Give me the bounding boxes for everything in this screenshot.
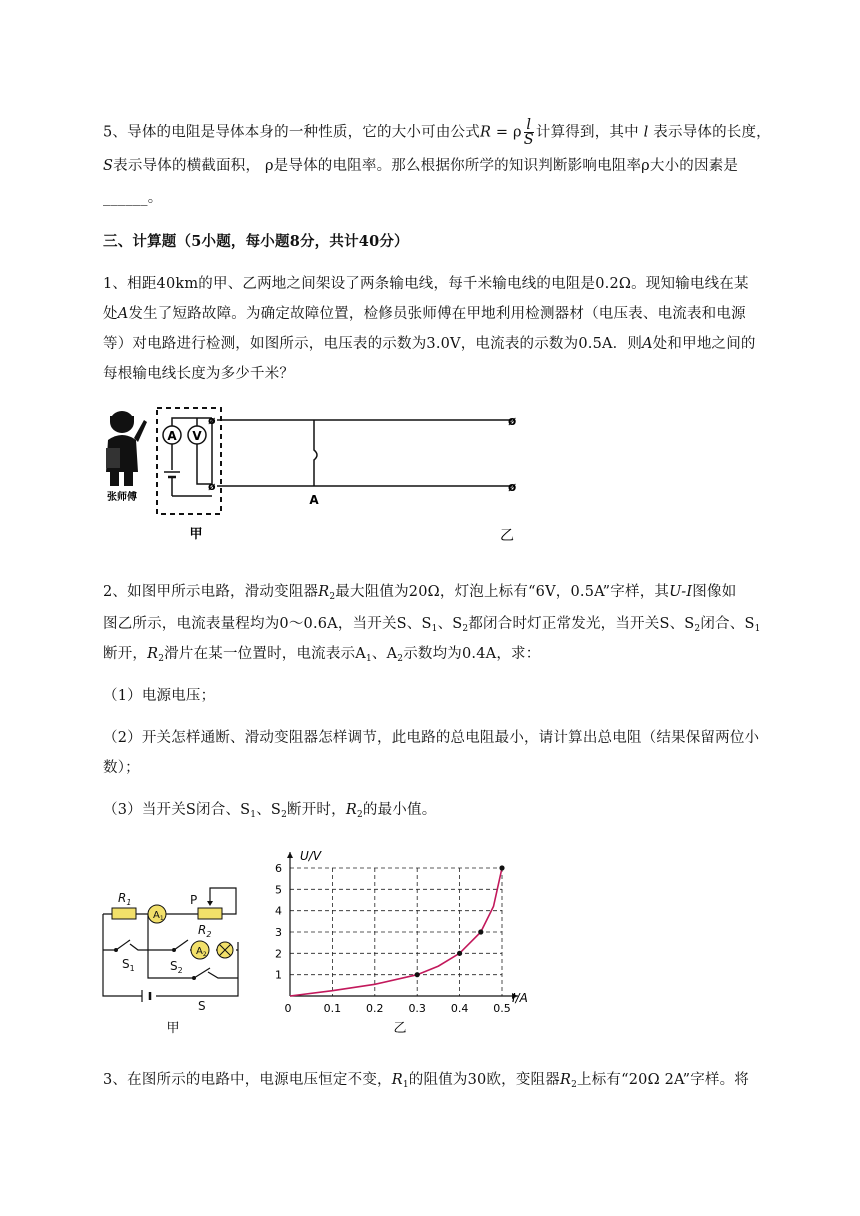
p2-q1: （1）电源电压； (103, 688, 216, 704)
p1-line-4: 每根输电线长度为多少千米？ (103, 366, 295, 382)
p2-line-2 (103, 612, 761, 634)
ui-chart (262, 840, 552, 1040)
switch-pivot (172, 948, 176, 952)
p2-sub: 2 (462, 624, 469, 634)
p2-text: 、A (371, 646, 398, 662)
y-tick-label: 1 (275, 968, 282, 982)
formula-eq: = ρ (491, 124, 522, 141)
p2-q3 (103, 798, 436, 820)
p1-text: 处 (103, 306, 118, 322)
terminal-icon: ø (508, 480, 517, 494)
p2-text: 、S (256, 802, 282, 818)
p1-var: A (117, 306, 129, 322)
label-S: S (198, 999, 206, 1013)
label-R1: $R_1$ (118, 891, 132, 907)
y-tick-label: 6 (275, 862, 282, 875)
p2-sub: 1 (431, 624, 438, 634)
p2-q2-line-2: 数）； (103, 760, 140, 776)
y-axis-arrow-icon (287, 852, 293, 858)
p2-text: （3）当开关S闭合、S (103, 802, 251, 818)
p2-var: R (147, 646, 159, 662)
worker-label: 张师傅 (107, 492, 137, 503)
p3-sub: 2 (571, 1080, 578, 1090)
p2-var: R (318, 584, 330, 600)
p2-sub: 2 (329, 592, 336, 602)
y-tick-label: 5 (275, 883, 282, 897)
y-tick-label: 2 (275, 947, 282, 961)
label-A1: $A_1$ (153, 910, 164, 922)
p2-text: 滑片在某一位置时，电流表示A (164, 646, 366, 662)
p2-sub: 2 (281, 810, 288, 820)
formula-R: R (479, 124, 492, 141)
data-point (457, 951, 462, 956)
p3-text: 3、在图所示的电路中，电源电压恒定不变， (103, 1072, 392, 1088)
formula-fraction (524, 118, 534, 147)
p1-var: A (642, 336, 653, 352)
data-point (478, 929, 483, 934)
rheostat-R2-icon (198, 908, 222, 919)
p1-line-2 (103, 302, 746, 323)
ammeter-label: A (167, 429, 177, 443)
switch-pivot (192, 976, 196, 980)
location-yi-label: 乙 (500, 528, 514, 544)
q5-text: 计算得到，其中 (535, 124, 639, 141)
p1-text: 处和甲地之间的 (652, 336, 756, 352)
p2-sub: 2 (356, 810, 363, 820)
p2-text: 断开时， (287, 802, 346, 818)
point-A-label: A (309, 493, 319, 507)
y-tick-labels (275, 862, 282, 982)
p1-line-1: 1、相距40km的甲、乙两地之间架设了两条输电线，每千米输电线的电阻是0.2Ω。现知输电线在某 (103, 276, 749, 292)
caption-yi: 乙 (393, 1021, 407, 1036)
label-R2: $R_2$ (198, 923, 212, 939)
p2-text: 闭合、S (700, 616, 755, 632)
y-axis-label: U/V (300, 849, 322, 863)
p2-text: 、S (437, 616, 463, 632)
q5-text: 5、导体的电阻是导体本身的一种性质，它的大小可由公式 (103, 124, 480, 141)
p2-text: 最大阻值为20Ω，灯泡上标有“6V，0.5A”字样，其 (335, 584, 670, 600)
voltmeter-label: V (192, 429, 202, 443)
p1-text: 等）对电路进行检测，如图所示，电压表的示数为3.0V，电流表的示数为0.5A．则 (103, 336, 643, 352)
location-jia-label: 甲 (189, 527, 203, 542)
p3-text: 上标有“20Ω 2A”字样。将 (577, 1072, 749, 1088)
y-tick-label: 4 (275, 904, 282, 918)
q5-line-1 (103, 118, 771, 147)
p2-q2-line-1: （2）开关怎样通断、滑动变阻器怎样调节，此电路的总电阻最小，请计算出总电阻（结果保留两位小 (103, 730, 760, 746)
data-point (415, 972, 420, 977)
slider-arrow-icon (207, 901, 213, 906)
q5-line-2 (103, 154, 738, 175)
p2-text: 图乙所示，电流表量程均为0～0.6A，当开关S、S (103, 616, 432, 632)
p2-text: 图像如 (692, 584, 737, 600)
formula-denominator: S (523, 132, 534, 148)
q5-var: l (643, 124, 649, 141)
p2-text: 的最小值。 (362, 802, 437, 818)
p2-text: 都闭合时灯正常发光，当开关S、S (468, 616, 695, 632)
p2-sub: 2 (397, 654, 404, 664)
switch-pivot (114, 948, 118, 952)
x-tick-label: 0.5 (493, 1002, 511, 1015)
p2-text: 2、如图甲所示电路，滑动变阻器 (103, 584, 319, 600)
p3-var: R (391, 1072, 403, 1088)
p2-line-3 (103, 642, 540, 664)
x-tick-label: 0 (284, 1002, 292, 1015)
p2-sub: 1 (754, 624, 761, 634)
p2-text: 断开， (103, 646, 148, 662)
label-P: P (190, 893, 198, 907)
q5-var: S (103, 158, 114, 174)
q5-text: 表示导体的长度， (653, 124, 771, 141)
q5-text: 表示导体的横截面积， ρ是导体的电阻率。那么根据你所学的知识判断影响电阻率ρ大小的因素是 (113, 158, 739, 174)
p2-var: U-I (669, 584, 693, 600)
label-A2: $A_2$ (196, 946, 207, 958)
resistor-R1-icon (112, 908, 136, 919)
transmission-line-figure (100, 400, 540, 550)
formula-numerator: l (524, 118, 534, 133)
p1-text: 发生了短路故障。为确定故障位置，检修员张师傅在甲地利用检测器材（电压表、电流表和电源 (128, 306, 746, 322)
y-tick-label: 3 (275, 926, 282, 939)
circuit-figure (98, 870, 248, 1040)
x-axis-label: I/A (512, 991, 528, 1005)
p3-sub: 1 (402, 1080, 409, 1090)
p2-sub: 2 (158, 654, 165, 664)
p3-text: 的阻值为30欧，变阻器 (408, 1072, 560, 1088)
label-S2: $S_2$ (170, 959, 183, 975)
p2-text: 示数均为0.4A，求： (403, 646, 541, 662)
p2-line-1 (103, 580, 736, 602)
p2-sub: 2 (694, 624, 701, 634)
x-tick-label: 0.3 (408, 1002, 426, 1015)
p2-sub: 1 (250, 810, 257, 820)
terminal-icon: ø (208, 480, 216, 493)
chart-grid (290, 868, 502, 996)
p2-var: R (345, 802, 357, 818)
label-S1: $S_1$ (122, 957, 135, 973)
worker-icon (106, 411, 147, 486)
caption-jia: 甲 (166, 1021, 180, 1036)
x-tick-label: 0.2 (366, 1002, 384, 1015)
x-tick-labels (285, 1002, 511, 1015)
p3-var: R (559, 1072, 572, 1088)
section-heading: 三、计算题（5小题，每小题8分，共计40分） (103, 233, 409, 250)
data-point (499, 865, 504, 870)
short-circuit-wire (314, 420, 317, 486)
terminal-icon: ø (208, 414, 216, 427)
p2-sub: 1 (365, 654, 372, 664)
x-tick-label: 0.4 (450, 1002, 469, 1015)
p3-line-1 (103, 1068, 749, 1090)
x-tick-label: 0.1 (323, 1002, 342, 1015)
p1-line-3 (103, 332, 756, 353)
terminal-icon: ø (508, 414, 517, 428)
q5-line-3: ______。 (103, 190, 163, 206)
